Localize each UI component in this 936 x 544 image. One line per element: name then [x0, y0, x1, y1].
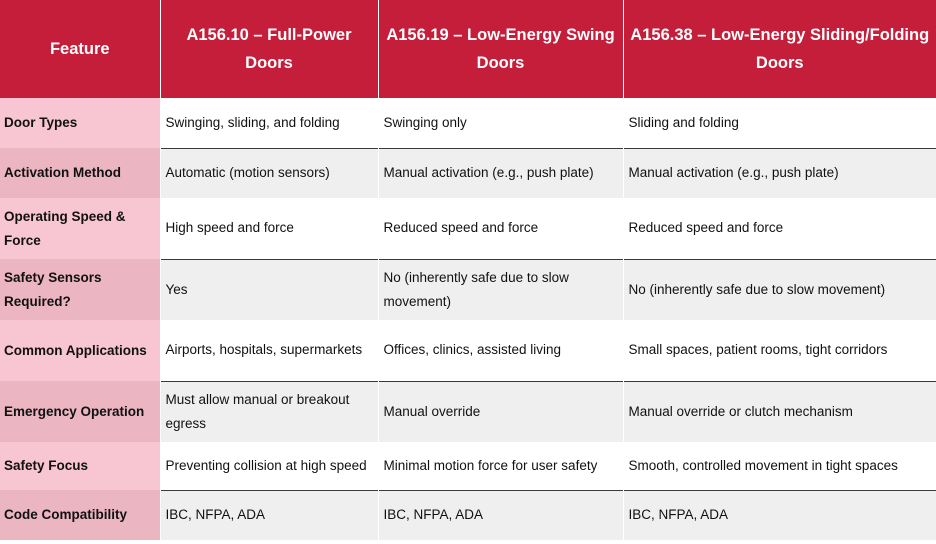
table-row	[0, 490, 936, 540]
a156-38-cell: Manual override or clutch mechanism	[623, 381, 936, 442]
a156-10-cell: Must allow manual or breakout egress	[160, 381, 378, 442]
a156-19-cell: Reduced speed and force	[378, 198, 623, 259]
a156-38-cell: Reduced speed and force	[623, 198, 936, 259]
table-row	[0, 320, 936, 381]
a156-10-cell: Airports, hospitals, supermarkets	[160, 320, 378, 381]
a156-19-cell: Manual activation (e.g., push plate)	[378, 148, 623, 198]
table-row	[0, 381, 936, 442]
header-feature: Feature	[0, 0, 160, 98]
feature-cell: Door Types	[0, 98, 160, 148]
a156-19-cell: Minimal motion force for user safety	[378, 442, 623, 490]
a156-19-cell: Manual override	[378, 381, 623, 442]
a156-10-cell: Automatic (motion sensors)	[160, 148, 378, 198]
a156-10-cell: IBC, NFPA, ADA	[160, 490, 378, 540]
table-row	[0, 259, 936, 320]
a156-19-cell: IBC, NFPA, ADA	[378, 490, 623, 540]
table-row	[0, 148, 936, 198]
feature-cell: Safety Focus	[0, 442, 160, 490]
feature-cell: Safety Sensors Required?	[0, 259, 160, 320]
a156-38-cell: Smooth, controlled movement in tight spaces	[623, 442, 936, 490]
table-header	[0, 0, 936, 98]
feature-cell: Common Applications	[0, 320, 160, 381]
table-row	[0, 198, 936, 259]
header-a156-10: A156.10 – Full-Power Doors	[160, 0, 378, 98]
a156-38-cell: IBC, NFPA, ADA	[623, 490, 936, 540]
a156-10-cell: High speed and force	[160, 198, 378, 259]
table-body	[0, 98, 936, 540]
feature-cell: Code Compatibility	[0, 490, 160, 540]
header-a156-38: A156.38 – Low-Energy Sliding/Folding Doors	[623, 0, 936, 98]
a156-19-cell: No (inherently safe due to slow movement)	[378, 259, 623, 320]
a156-38-cell: No (inherently safe due to slow movement)	[623, 259, 936, 320]
header-a156-19: A156.19 – Low-Energy Swing Doors	[378, 0, 623, 98]
feature-cell: Operating Speed & Force	[0, 198, 160, 259]
a156-10-cell: Swinging, sliding, and folding	[160, 98, 378, 148]
a156-19-cell: Offices, clinics, assisted living	[378, 320, 623, 381]
a156-38-cell: Small spaces, patient rooms, tight corridors	[623, 320, 936, 381]
feature-cell: Activation Method	[0, 148, 160, 198]
a156-10-cell: Preventing collision at high speed	[160, 442, 378, 490]
feature-cell: Emergency Operation	[0, 381, 160, 442]
table-row	[0, 98, 936, 148]
header-row	[0, 0, 936, 98]
a156-19-cell: Swinging only	[378, 98, 623, 148]
a156-38-cell: Manual activation (e.g., push plate)	[623, 148, 936, 198]
table-row	[0, 442, 936, 490]
a156-10-cell: Yes	[160, 259, 378, 320]
a156-38-cell: Sliding and folding	[623, 98, 936, 148]
